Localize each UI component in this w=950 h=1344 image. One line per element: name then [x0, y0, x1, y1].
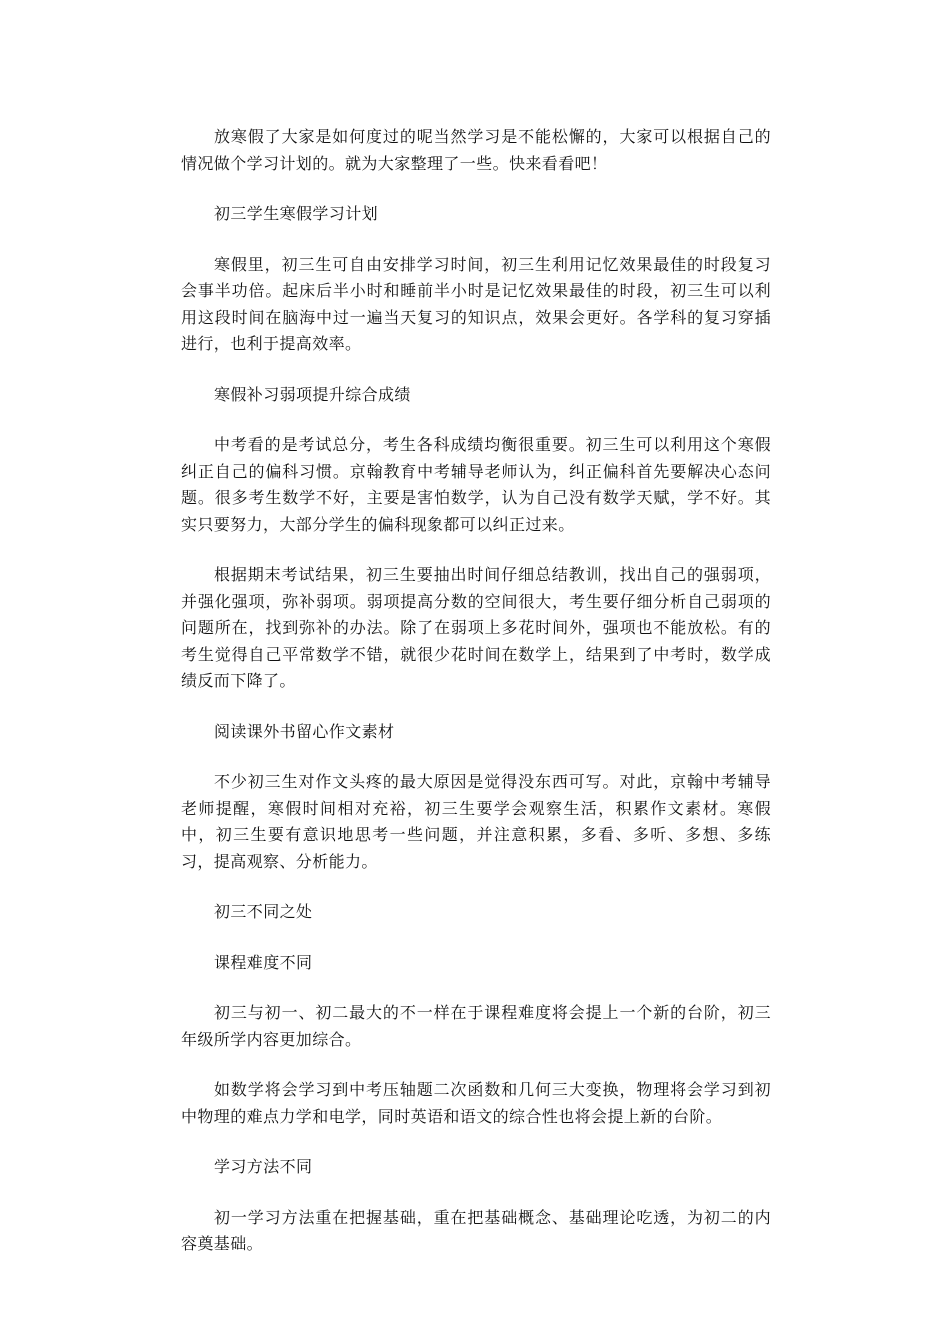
section-title-reading: 阅读课外书留心作文素材: [214, 721, 395, 741]
paragraph-memory-timing: 寒假里，初三生可自由安排学习时间，初三生利用记忆效果最佳的时段复习会事半功倍。起床后半小时和睡前半小时是记忆效果最佳的时段，初三生可以利用这段时间在脑海中过一遍当天复习的知识点，效果会更好。各学科的复习穿插进行，也利于提高效率。: [181, 254, 771, 353]
section-title-differences: 初三不同之处: [214, 902, 313, 921]
intro-paragraph: 放寒假了大家是如何度过的呢当然学习是不能松懈的，大家可以根据自己的情况做个学习计划的。就为大家整理了一些。快来看看吧！: [181, 127, 771, 173]
subsection-title-methods: 学习方法不同: [214, 1157, 313, 1176]
section-title-weak-subjects: 寒假补习弱项提升综合成绩: [214, 384, 411, 404]
paragraph-subject-examples: 如数学将会学习到中考压轴题二次函数和几何三大变换，物理将会学习到初中物理的难点力学和电学，同时英语和语文的综合性也将会提上新的台阶。: [181, 1080, 771, 1126]
paragraph-strengths-weaknesses: 根据期末考试结果，初三生要抽出时间仔细总结教训，找出自己的强弱项，并强化强项，弥补弱项。弱项提高分数的空间很大，考生要仔细分析自己弱项的问题所在，找到弥补的办法。除了在弱项上多花时间外，强项也不能放松。有的考生觉得自己平常数学不错，就很少花时间在数学上，结果到了中考时，数学成绩反而下降了。: [181, 565, 771, 690]
document-body: [181, 124, 771, 1282]
subsection-title-difficulty: 课程难度不同: [214, 952, 313, 972]
section-title-winter-plan: 初三学生寒假学习计划: [214, 204, 379, 223]
paragraph-methods: 初一学习方法重在把握基础，重在把基础概念、基础理论吃透，为初二的内容奠基础。: [181, 1207, 771, 1253]
paragraph-writing-material: 不少初三生对作文头疼的最大原因是觉得没东西可写。对此，京翰中考辅导老师提醒，寒假时间相对充裕，初三生要学会观察生活，积累作文素材。寒假中，初三生要有意识地思考一些问题，并注意积累，多看、多听、多想、多练习，提高观察、分析能力。: [181, 772, 771, 871]
paragraph-balance-scores: 中考看的是考试总分，考生各科成绩均衡很重要。初三生可以利用这个寒假纠正自己的偏科习惯。京翰教育中考辅导老师认为，纠正偏科首先要解决心态问题。很多考生数学不好，主要是害怕数学，认为自己没有数学天赋，学不好。其实只要努力，大部分学生的偏科现象都可以纠正过来。: [181, 435, 771, 534]
paragraph-difficulty: 初三与初一、初二最大的不一样在于课程难度将会提上一个新的台阶，初三年级所学内容更加综合。: [181, 1003, 771, 1049]
